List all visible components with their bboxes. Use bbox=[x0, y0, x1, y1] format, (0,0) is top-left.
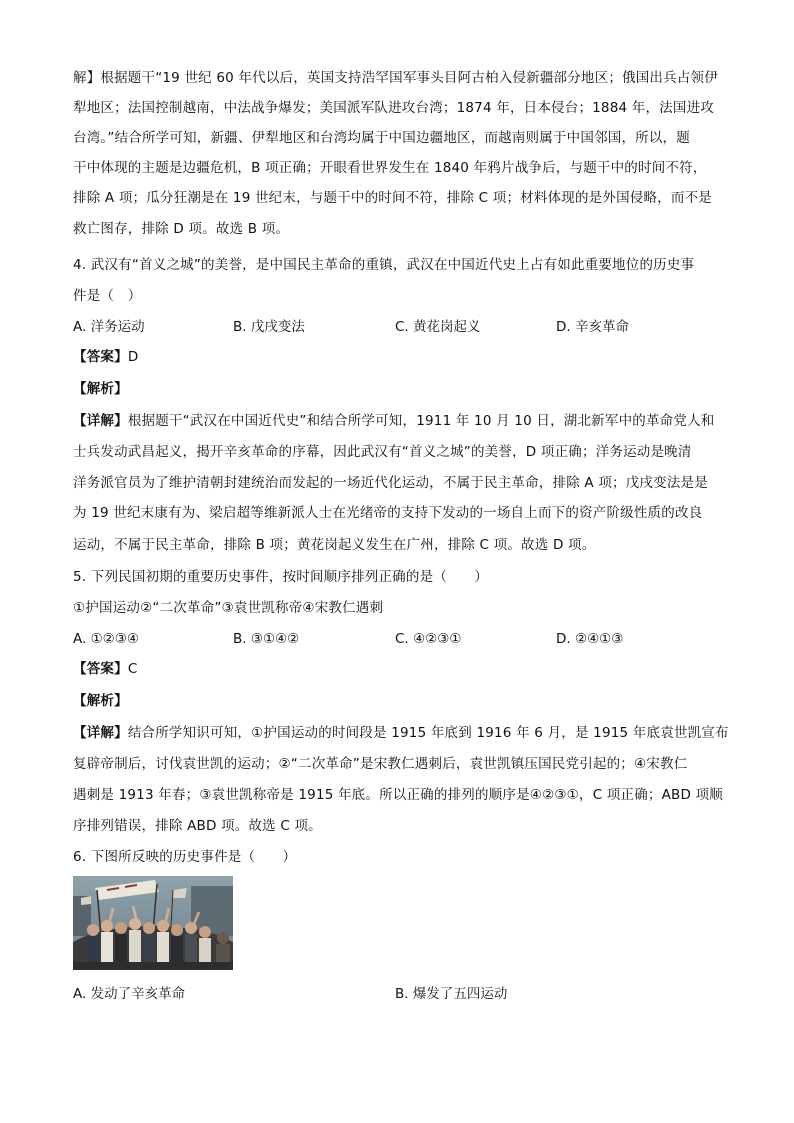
detail-line: 为 19 世纪末康有为、梁启超等维新派人士在光绪帝的支持下发动的一场自上而下的资产阶级性质的改良 bbox=[73, 505, 703, 521]
event-list: ①护国运动②“二次革命”③袁世凯称帝④宋教仁遇刺 bbox=[73, 600, 384, 616]
detail-line: 洋务派官员为了维护清朝封建统治而发起的一场近代化运动，不属于民主革命，排除 A 项；戊戌变法是是 bbox=[73, 475, 708, 491]
detail-text: 结合所学知识可知，①护国运动的时间段是 1915 年底到 1916 年 6 月，是 1915 年底袁世凯宣布 bbox=[127, 725, 729, 741]
question-stem: 6. 下图所反映的历史事件是（ ） bbox=[73, 849, 297, 865]
detail-line: 序排列错误，排除 ABD 项。故选 C 项。 bbox=[73, 818, 322, 834]
option-c: C. 黄花岗起义 bbox=[395, 319, 481, 335]
option-a: A. 发动了辛亥革命 bbox=[73, 986, 186, 1002]
text-line: 台湾。”结合所学可知，新疆、伊犁地区和台湾均属于中国边疆地区，而越南则属于中国邻国，所以，题 bbox=[73, 130, 690, 146]
text-line: 救亡图存，排除 D 项。故选 B 项。 bbox=[73, 221, 290, 237]
text-line: 排除 A 项；瓜分狂潮是在 19 世纪末，与题干中的时间不符，排除 C 项；材料体现的是外国侵略，而不是 bbox=[73, 190, 712, 206]
text-line: 犁地区；法国控制越南，中法战争爆发；美国派军队进攻台湾；1874 年，日本侵台；1884 年，法国进攻 bbox=[73, 100, 714, 116]
text-line: 解】根据题干“19 世纪 60 年代以后，英国支持浩罕国军事头目阿古柏入侵新疆部分地区；俄国出兵占领伊 bbox=[73, 70, 718, 86]
question-stem: 5. 下列民国初期的重要历史事件，按时间顺序排列正确的是（ ） bbox=[73, 569, 489, 585]
option-d: D. ②④①③ bbox=[556, 631, 624, 647]
detail-tag: 【详解】 bbox=[73, 413, 128, 429]
answer-label: 【答案】 bbox=[73, 349, 128, 365]
detail-line bbox=[73, 412, 733, 430]
analysis-label: 【解析】 bbox=[73, 693, 128, 709]
answer-value: D bbox=[127, 349, 139, 365]
protest-painting-icon bbox=[73, 876, 233, 970]
option-a: A. ①②③④ bbox=[73, 631, 139, 647]
option-b: B. ③①④② bbox=[233, 631, 300, 647]
option-b: B. 戊戌变法 bbox=[233, 319, 305, 335]
text-line: 干中体现的主题是边疆危机，B 项正确；开眼看世界发生在 1840 年鸦片战争后，与题干中的时间不符， bbox=[73, 160, 707, 176]
option-d: D. 辛亥革命 bbox=[556, 319, 629, 335]
option-c: C. ④②③① bbox=[395, 631, 462, 647]
answer-label: 【答案】 bbox=[73, 661, 128, 677]
detail-line: 运动，不属于民主革命，排除 B 项；黄花岗起义发生在广州，排除 C 项。故选 D 项。 bbox=[73, 537, 596, 553]
option-b: B. 爆发了五四运动 bbox=[395, 986, 508, 1002]
detail-line: 遇刺是 1913 年春；③袁世凯称帝是 1915 年底。所以正确的排列的顺序是④②③①，C 项正确；ABD 项顺 bbox=[73, 787, 723, 803]
detail-line: 复辟帝制后，讨伐袁世凯的运动；②“二次革命”是宋教仁遇刺后，袁世凯镇压国民党引起的；④宋教仁 bbox=[73, 756, 688, 772]
detail-text: 根据题干“武汉在中国近代史”和结合所学可知，1911 年 10 月 10 日，湖北新军中的革命党人和 bbox=[127, 413, 715, 429]
detail-line bbox=[73, 724, 733, 742]
answer-value: C bbox=[127, 661, 138, 677]
answer-row bbox=[73, 660, 733, 678]
analysis-label: 【解析】 bbox=[73, 381, 128, 397]
option-a: A. 洋务运动 bbox=[73, 319, 145, 335]
detail-tag: 【详解】 bbox=[73, 725, 128, 741]
question-stem: 4. 武汉有“首义之城”的美誉，是中国民主革命的重镇，武汉在中国近代史上占有如此重要地位的历史事 bbox=[73, 257, 695, 273]
detail-line: 士兵发动武昌起义，揭开辛亥革命的序幕，因此武汉有“首义之城”的美誉，D 项正确；洋务运动是晚清 bbox=[73, 444, 692, 460]
protest-painting-figure bbox=[73, 876, 233, 970]
answer-row bbox=[73, 348, 733, 366]
question-stem: 件是（ ） bbox=[73, 288, 142, 304]
